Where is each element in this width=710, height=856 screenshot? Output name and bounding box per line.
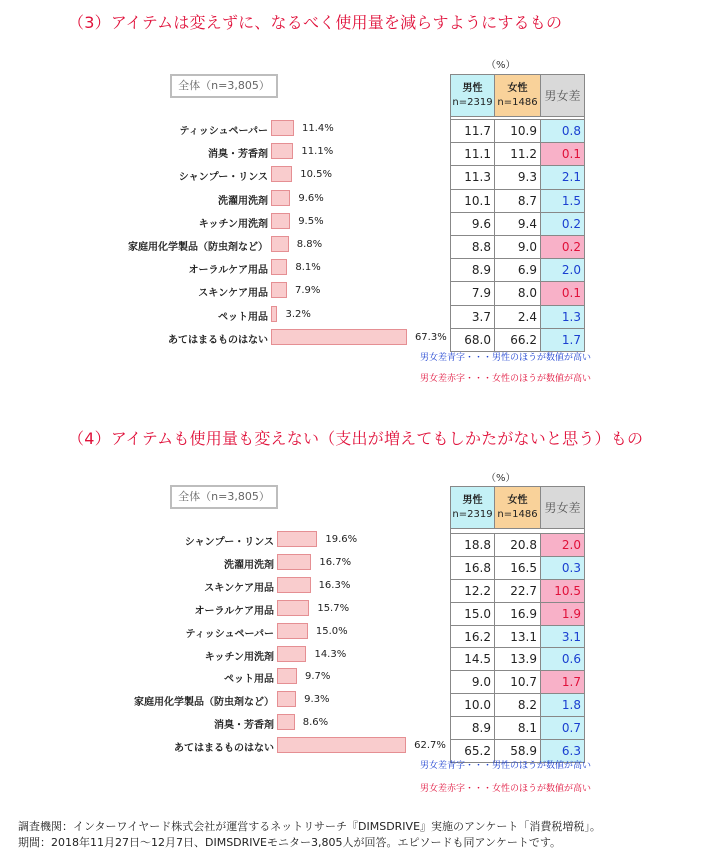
note-blue: 男女差青字・・・男性のほうが数値が高い [420,761,592,771]
table-row [451,259,585,282]
category-label: オーラルケア用品 [194,605,274,617]
female-cell: 6.9 [495,259,541,282]
diff-cell: 1.3 [541,305,585,328]
table-row [451,305,585,328]
male-header: 男性 n=2319 [451,487,495,529]
male-cell: 8.9 [451,259,495,282]
diff-cell: 1.7 [541,671,585,694]
chart-title: （4）アイテムも使用量も変えない（支出が増えてもしかたがないと思う）もの [68,429,644,448]
bar [271,213,290,229]
female-cell: 9.4 [495,212,541,235]
table-row [451,579,585,602]
bar [271,259,287,275]
diff-cell: 0.7 [541,717,585,740]
diff-cell: 3.1 [541,625,585,648]
table-row [451,602,585,625]
chart-title: （3）アイテムは変えずに、なるべく使用量を減らすようにするもの [68,13,563,32]
male-cell: 18.8 [451,534,495,557]
male-cell: 3.7 [451,305,495,328]
unit-label: （%） [486,473,516,484]
gender-table [450,74,585,352]
male-cell: 14.5 [451,648,495,671]
female-header: 女性 n=1486 [495,487,541,529]
male-cell: 68.0 [451,328,495,351]
category-label: あてはまるものはない [168,334,268,346]
table-row [451,694,585,717]
male-cell: 10.1 [451,189,495,212]
table-row [451,534,585,557]
male-cell: 11.1 [451,143,495,166]
bar-value-label: 3.2% [285,308,311,320]
female-cell: 2.4 [495,305,541,328]
category-label: ティッシュペーパー [179,126,268,137]
table-row [451,328,585,351]
diff-cell: 0.6 [541,648,585,671]
category-label: シャンプー・リンス [184,537,274,548]
bar-value-label: 67.3% [414,331,447,343]
male-cell: 8.9 [451,717,495,740]
unit-label: （%） [486,60,516,71]
female-cell: 22.7 [495,579,541,602]
bar-value-label: 62.7% [414,740,446,752]
table-row [451,717,585,740]
male-cell: 11.3 [451,166,495,189]
bar-value-label: 9.6% [298,192,324,204]
note-red: 男女差赤字・・・女性のほうが数値が高い [420,374,592,384]
male-cell: 9.0 [451,671,495,694]
diff-cell: 0.8 [541,120,585,143]
female-cell: 8.1 [495,717,541,740]
category-label: シャンプー・リンス [178,172,268,184]
table-row [451,235,585,258]
bar [277,714,295,730]
female-cell: 9.0 [495,235,541,258]
male-cell: 12.2 [451,579,495,602]
bar [271,120,294,136]
total-sample-label: 全体（n=3,805） [170,485,278,509]
diff-cell: 2.0 [541,534,585,557]
bar-value-label: 11.1% [301,146,334,158]
category-label: 洗濯用洗剤 [224,559,274,571]
category-label: あてはまるものはない [174,743,274,755]
category-label: ティッシュペーパー [185,628,274,640]
category-label: スキンケア用品 [204,582,274,594]
diff-header: 男女差 [541,487,585,529]
bar-value-label: 8.1% [295,262,321,274]
bar [271,143,293,159]
table-row [451,625,585,648]
diff-cell: 1.8 [541,694,585,717]
table-row [451,189,585,212]
female-cell: 11.2 [495,143,541,166]
diff-cell: 0.1 [541,282,585,305]
bar-value-label: 10.5% [300,169,332,181]
bar-value-label: 9.5% [298,215,324,227]
female-header: 女性 n=1486 [495,75,541,117]
female-cell: 20.8 [495,534,541,557]
diff-cell: 1.9 [541,602,585,625]
bar [277,600,309,616]
bar-value-label: 16.7% [319,556,352,568]
diff-cell: 0.2 [541,212,585,235]
bar-value-label: 16.3% [318,579,351,591]
bar-value-label: 19.6% [325,534,358,545]
note-blue: 男女差青字・・・男性のほうが数値が高い [420,353,592,363]
female-cell: 8.0 [495,282,541,305]
category-label: 消臭・芳香剤 [208,149,268,161]
table-row [451,556,585,579]
gender-table-body [451,534,585,763]
table-row [451,212,585,235]
category-label: 洗濯用洗剤 [218,195,268,207]
male-cell: 10.0 [451,694,495,717]
diff-cell: 0.1 [541,143,585,166]
bar [277,577,311,593]
female-cell: 66.2 [495,328,541,351]
category-label: 家庭用化学製品（防虫剤など） [134,697,274,709]
bar-value-label: 14.3% [314,648,347,660]
female-cell: 8.7 [495,189,541,212]
category-label: キッチン用洗剤 [204,651,274,663]
female-cell: 13.9 [495,648,541,671]
bar [271,236,289,252]
total-sample-label: 全体（n=3,805） [170,74,278,98]
male-cell: 16.2 [451,625,495,648]
bar-value-label: 9.7% [304,671,331,683]
male-cell: 11.7 [451,120,495,143]
male-cell: 8.8 [451,235,495,258]
bar-value-label: 8.8% [296,239,323,250]
bar [271,282,287,298]
bar [277,646,306,662]
diff-cell: 0.3 [541,556,585,579]
female-cell: 9.3 [495,166,541,189]
diff-cell: 10.5 [541,579,585,602]
category-label: 家庭用化学製品（防虫剤など） [128,242,268,253]
table-row [451,166,585,189]
male-header: 男性 n=2319 [451,75,495,117]
bar [277,691,296,707]
bar [271,306,277,322]
category-label: 消臭・芳香剤 [214,720,274,732]
male-cell: 15.0 [451,602,495,625]
chart-section-4 [0,422,710,802]
table-row [451,671,585,694]
diff-cell: 1.7 [541,328,585,351]
gender-table [450,486,585,763]
female-cell: 10.9 [495,120,541,143]
category-label: ペット用品 [218,311,268,323]
bar-value-label: 11.4% [302,123,334,134]
bar [277,668,297,684]
table-row [451,143,585,166]
gender-table-body [451,120,585,352]
category-label: オーラルケア用品 [188,265,268,277]
male-cell: 9.6 [451,212,495,235]
category-label: キッチン用洗剤 [198,218,268,230]
footer-source: 調査機関：インターワイヤード株式会社が運営するネットリサーチ『DIMSDRIVE』実施のアンケート「消費税増税」。 [18,820,601,833]
bar [271,329,407,345]
diff-cell: 2.1 [541,166,585,189]
chart-section-3 [0,0,710,400]
bar-value-label: 8.6% [302,717,329,729]
diff-cell: 2.0 [541,259,585,282]
female-cell: 58.9 [495,740,541,763]
female-cell: 16.5 [495,556,541,579]
female-cell: 16.9 [495,602,541,625]
diff-cell: 0.2 [541,235,585,258]
female-cell: 8.2 [495,694,541,717]
bar-value-label: 15.0% [315,625,348,637]
diff-cell: 6.3 [541,740,585,763]
male-cell: 65.2 [451,740,495,763]
bar-value-label: 15.7% [317,602,350,614]
bar [271,190,290,206]
table-row [451,282,585,305]
female-cell: 13.1 [495,625,541,648]
male-cell: 7.9 [451,282,495,305]
bar [271,166,292,182]
category-label: ペット用品 [224,674,274,686]
footer-period: 期間：2018年11月27日～12月7日、DIMSDRIVEモニター3,805人が回答。エピソードも同アンケートです。 [18,836,561,849]
bar-value-label: 7.9% [294,285,321,297]
diff-cell: 1.5 [541,189,585,212]
bar [277,623,308,639]
bar [277,531,317,547]
table-row [451,120,585,143]
female-cell: 10.7 [495,671,541,694]
bar-value-label: 9.3% [304,694,330,706]
table-row [451,648,585,671]
bar [277,737,406,753]
bar [277,554,311,570]
diff-header: 男女差 [541,75,585,117]
male-cell: 16.8 [451,556,495,579]
note-red: 男女差赤字・・・女性のほうが数値が高い [420,784,592,794]
category-label: スキンケア用品 [198,288,268,300]
